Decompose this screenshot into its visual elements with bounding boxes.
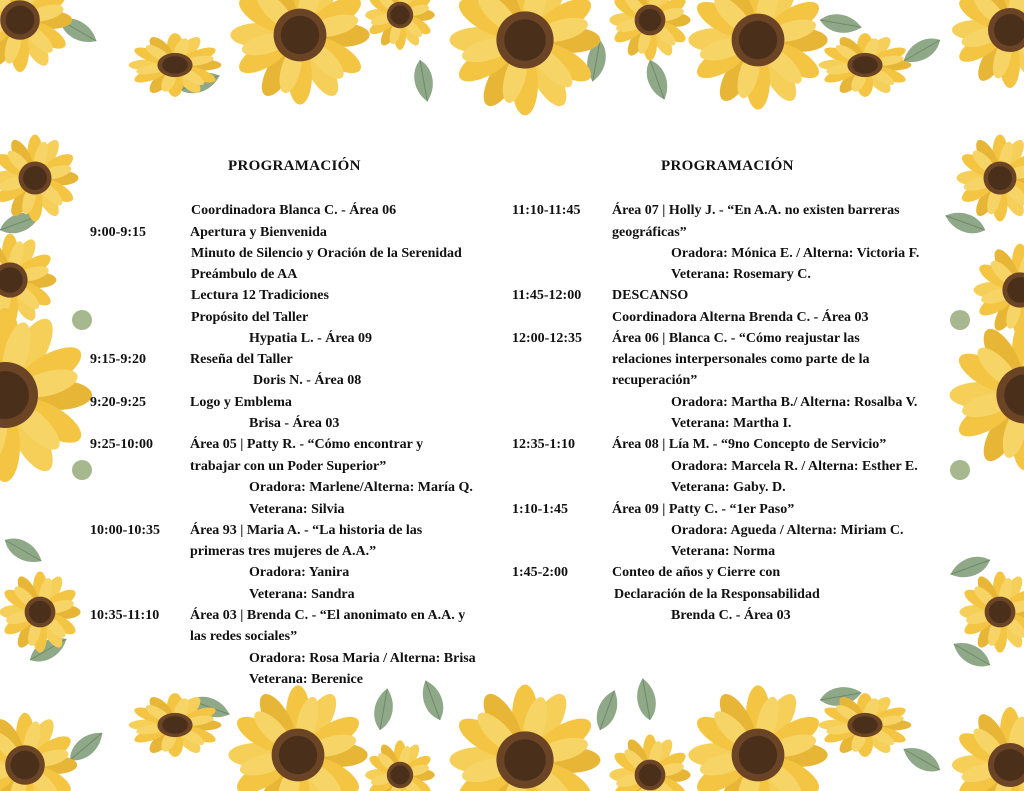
time-slot: 12:35-1:10	[512, 437, 575, 452]
program-line: Minuto de Silencio y Oración de la Serenidad	[191, 246, 462, 261]
program-line: Veterana: Rosemary C.	[671, 267, 811, 282]
program-line: recuperación”	[612, 373, 698, 388]
program-line: Lectura 12 Tradiciones	[191, 288, 329, 303]
time-slot: 1:10-1:45	[512, 502, 568, 517]
program-line: Veterana: Sandra	[249, 587, 355, 602]
program-line: primeras tres mujeres de A.A.”	[190, 544, 377, 559]
program-line: Área 08 | Lía M. - “9no Concepto de Servicio”	[612, 437, 887, 452]
program-line: relaciones interpersonales como parte de la	[612, 352, 870, 367]
time-slot: 12:00-12:35	[512, 331, 582, 346]
time-slot: 11:45-12:00	[512, 288, 582, 303]
program-line: Doris N. - Área 08	[253, 373, 362, 388]
program-line: Veterana: Martha I.	[671, 416, 792, 431]
program-line: Área 05 | Patty R. - “Cómo encontrar y	[190, 437, 424, 452]
program-line: Oradora: Marcela R. / Alterna: Esther E.	[671, 459, 918, 474]
program-line: geográficas”	[612, 225, 687, 240]
program-line: Logo y Emblema	[190, 395, 292, 410]
program-line: Área 06 | Blanca C. - “Cómo reajustar las	[612, 331, 860, 346]
program-line: Área 07 | Holly J. - “En A.A. no existen barreras	[612, 203, 900, 218]
program-line: Propósito del Taller	[191, 310, 309, 325]
time-slot: 9:25-10:00	[90, 437, 153, 452]
program-line: Oradora: Rosa Maria / Alterna: Brisa	[249, 651, 476, 666]
time-slot: 10:35-11:10	[90, 608, 160, 623]
sunflower	[0, 0, 72, 72]
time-slot: 1:45-2:00	[512, 565, 568, 580]
program-line: Veterana: Gaby. D.	[671, 480, 786, 495]
program-line: Veterana: Norma	[671, 544, 776, 559]
program-line: Apertura y Bienvenida	[190, 225, 327, 240]
program-line: Oradora: Marlene/Alterna: María Q.	[249, 480, 473, 495]
program-line: Veterana: Berenice	[249, 672, 363, 687]
program-line: Área 03 | Brenda C. - “El anonimato en A.A. y	[190, 608, 466, 623]
program-line: Hypatia L. - Área 09	[249, 331, 373, 346]
time-slot: 11:10-11:45	[512, 203, 581, 218]
program-line: Reseña del Taller	[190, 352, 293, 367]
program-line: Brenda C. - Área 03	[671, 608, 791, 623]
program-line: Preámbulo de AA	[191, 267, 298, 282]
time-slot: 9:15-9:20	[90, 352, 146, 367]
program-line: Oradora: Agueda / Alterna: Miriam C.	[671, 523, 904, 538]
program-line: Declaración de la Responsabilidad	[614, 587, 820, 602]
program-line: Área 09 | Patty C. - “1er Paso”	[612, 502, 795, 517]
program-line: trabajar con un Poder Superior”	[190, 459, 387, 474]
program-line: Oradora: Mónica E. / Alterna: Victoria F.	[671, 246, 920, 261]
program-line: Oradora: Martha B./ Alterna: Rosalba V.	[671, 395, 918, 410]
program-line: Veterana: Silvia	[249, 502, 345, 517]
program-line: Coordinadora Blanca C. - Área 06	[191, 203, 397, 218]
time-slot: 9:20-9:25	[90, 395, 146, 410]
program-line: Coordinadora Alterna Brenda C. - Área 03	[612, 310, 869, 325]
right-heading: PROGRAMACIÓN	[661, 158, 794, 174]
left-heading: PROGRAMACIÓN	[228, 158, 361, 174]
program-line: Área 93 | Maria A. - “La historia de las	[190, 523, 423, 538]
program-line: DESCANSO	[612, 288, 689, 303]
time-slot: 10:00-10:35	[90, 523, 160, 538]
program-line: Conteo de años y Cierre con	[612, 565, 781, 580]
program-line: Brisa - Área 03	[249, 416, 340, 431]
time-slot: 9:00-9:15	[90, 225, 146, 240]
program-line: las redes sociales”	[190, 629, 298, 644]
program-line: Oradora: Yanira	[249, 565, 350, 580]
